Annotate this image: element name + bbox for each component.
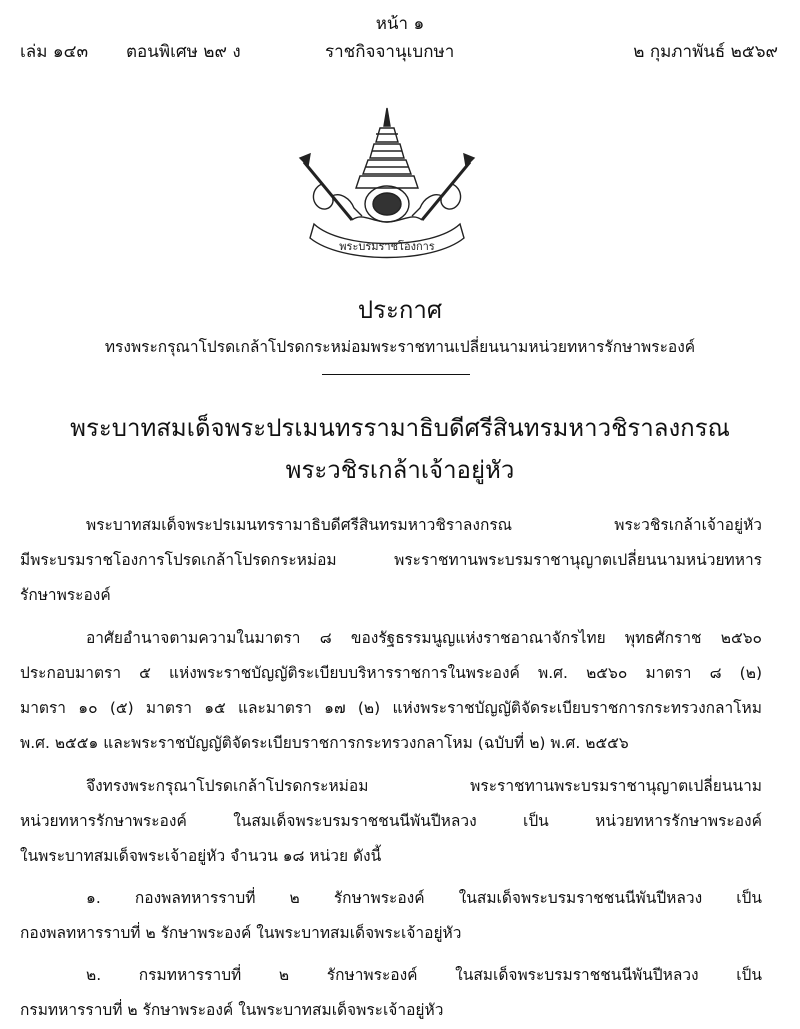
body-line: พระบาทสมเด็จพระปรเมนทรรามาธิบดีศรีสินทรมหาวชิราลงกรณ พระวชิรเกล้าเจ้าอยู่หัว bbox=[86, 516, 762, 534]
body-line: ประกอบมาตรา ๕ แห่งพระราชบัญญัติระเบียบบริหารราชการในพระองค์ พ.ศ. ๒๕๖๐ มาตรา ๘ (๒) bbox=[20, 664, 762, 682]
body-line: พ.ศ. ๒๕๕๑ และพระราชบัญญัติจัดระเบียบราชการกระทรวงกลาโหม (ฉบับที่ ๒) พ.ศ. ๒๕๕๖ bbox=[20, 734, 629, 752]
seal-ribbon-text: พระบรมราชโองการ bbox=[339, 240, 435, 253]
list-item: ๑. กองพลทหารราบที่ ๒ รักษาพระองค์ ในสมเด็จพระบรมราชชนนีพันปีหลวง เป็น bbox=[86, 889, 762, 907]
volume-number: เล่ม ๑๔๓ bbox=[20, 42, 89, 62]
list-item: ๒. กรมทหารราบที่ ๒ รักษาพระองค์ ในสมเด็จพระบรมราชชนนีพันปีหลวง เป็น bbox=[86, 966, 762, 984]
body-line: ในพระบาทสมเด็จพระเจ้าอยู่หัว จำนวน ๑๘ หน่วย ดังนี้ bbox=[20, 847, 382, 865]
body-line: จึงทรงพระกรุณาโปรดเกล้าโปรดกระหม่อม พระราชทานพระบรมราชานุญาตเปลี่ยนนาม bbox=[86, 777, 762, 795]
body-line: หน่วยทหารรักษาพระองค์ ในสมเด็จพระบรมราชชนนีพันปีหลวง เป็น หน่วยทหารรักษาพระองค์ bbox=[20, 812, 762, 830]
divider-line bbox=[322, 374, 470, 375]
announcement-title: ประกาศ bbox=[357, 296, 443, 324]
king-name-line-1: พระบาทสมเด็จพระปรเมนทรรามาธิบดีศรีสินทรมหาวชิราลงกรณ bbox=[70, 414, 730, 442]
page-number: หน้า ๑ bbox=[375, 14, 425, 34]
body-line: อาศัยอำนาจตามความในมาตรา ๘ ของรัฐธรรมนูญแห่งราชอาณาจักรไทย พุทธศักราช ๒๕๖๐ bbox=[86, 629, 762, 647]
section-number: ตอนพิเศษ ๒๙ ง bbox=[126, 42, 241, 62]
body-line: มาตรา ๑๐ (๕) มาตรา ๑๕ และมาตรา ๑๗ (๒) แห่งพระราชบัญญัติจัดระเบียบราชการกระทรวงกลาโหม bbox=[20, 699, 762, 717]
body-line: รักษาพระองค์ bbox=[20, 586, 111, 604]
body-line: มีพระบรมราชโองการโปรดเกล้าโปรดกระหม่อม พระราชทานพระบรมราชานุญาตเปลี่ยนนามหน่วยทหาร bbox=[20, 551, 762, 569]
list-item: กรมทหารราบที่ ๒ รักษาพระองค์ ในพระบาทสมเด็จพระเจ้าอยู่หัว bbox=[20, 1001, 444, 1019]
publication-date: ๒ กุมภาพันธ์ ๒๕๖๙ bbox=[633, 42, 778, 62]
announcement-subtitle: ทรงพระกรุณาโปรดเกล้าโปรดกระหม่อมพระราชทานเปลี่ยนนามหน่วยทหารรักษาพระองค์ bbox=[104, 338, 696, 356]
royal-garuda-seal-icon bbox=[292, 104, 482, 264]
list-item: กองพลทหารราบที่ ๒ รักษาพระองค์ ในพระบาทสมเด็จพระเจ้าอยู่หัว bbox=[20, 924, 462, 942]
gazette-name: ราชกิจจานุเบกษา bbox=[325, 42, 455, 62]
king-name-line-2: พระวชิรเกล้าเจ้าอยู่หัว bbox=[285, 456, 515, 484]
